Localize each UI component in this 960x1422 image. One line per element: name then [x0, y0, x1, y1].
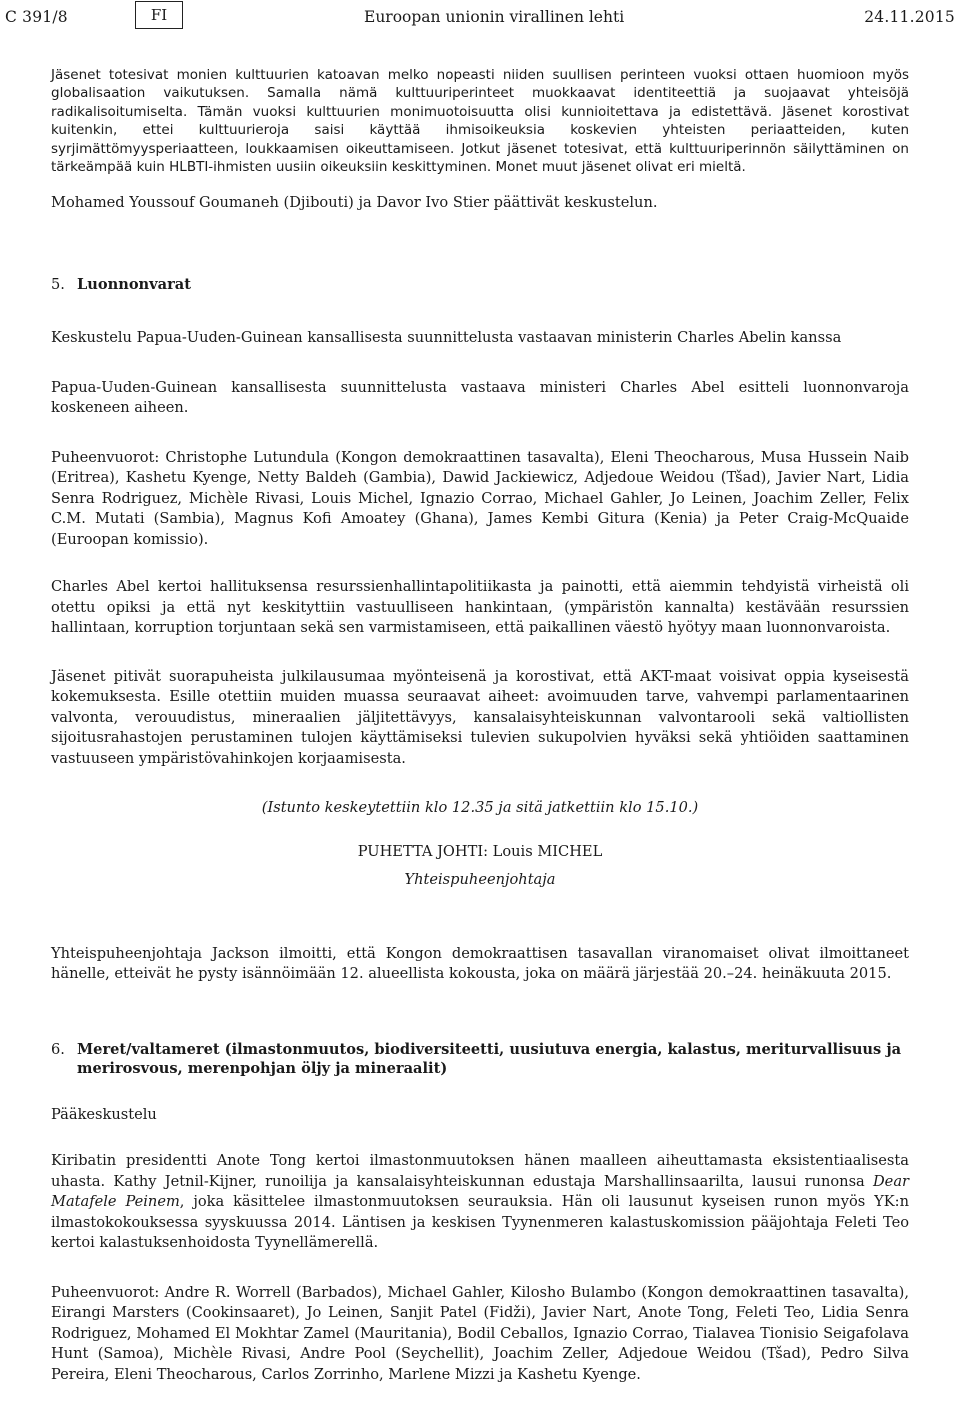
section-title: Luonnonvarat	[77, 275, 191, 293]
document-body	[51, 66, 909, 1385]
section-title: Meret/valtameret (ilmastonmuutos, biodiversiteetti, uusiutuva energia, kalastus, meriturvallisuus ja merirosvous, merenpohjan öljy ja mineraalit)	[77, 1040, 902, 1078]
paragraph-speakers: Puheenvuorot: Christophe Lutundula (Kongon demokraattinen tasavalta), Eleni Theocharous, Musa Hussein Naib (Eritrea), Kashetu Kyenge, Netty Baldeh (Gambia), Dawid Jackiewicz, Adjedoue Weidou (Tšad), Javier Nart, Lidia Senra Rodriguez, Michèle Rivasi, Louis Michel, Ignazio Corrao, Michael Gahler, Jo Leinen, Joachim Zeller, Felix C.M. Mutati (Sambia), Magnus Kofi Amoatey (Ghana), James Kembi Gitura (Kenia) ja Peter Craig-McQuaide (Euroopan komissio).	[51, 448, 909, 548]
poem-title: Dear Matafele Peinem	[51, 1172, 909, 1211]
paragraph-co-chair-announcement: Yhteispuheenjohtaja Jackson ilmoitti, että Kongon demokraattisen tasavallan viranomaiset olivat ilmoittaneet hänelle, etteivät he pysty isännöimään 12. alueellista kokousta, joka on määrä järjestää 20.–24. heinäkuuta 2015.	[51, 944, 909, 983]
language-badge: FI	[135, 1, 183, 29]
session-suspension: (Istunto keskeytettiin klo 12.35 ja sitä jatkettiin klo 15.10.)	[261, 799, 699, 817]
section-number: 5.	[51, 275, 65, 293]
paragraph-discussion-topic: Keskustelu Papua-Uuden-Guinean kansallisesta suunnittelusta vastaavan ministerin Charles Abelin kanssa	[51, 329, 842, 347]
paragraph-discussion-closed: Mohamed Youssouf Goumaneh (Djibouti) ja Davor Ivo Stier päättivät keskustelun.	[51, 194, 658, 212]
paragraph-main-debate: Pääkeskustelu	[51, 1105, 157, 1123]
paragraph-abel-policy: Charles Abel kertoi hallituksensa resurssienhallintapolitiikasta ja painotti, että aiemmin tehdyistä virheistä oli otettu opiksi ja että nyt keskityttiin vastuulliseen hankintaan, (ympäristön kannalta) kestävään resurssien hallintaan, korruption torjuntaan sekä sen varmistamiseen, että paikallinen väestö hyötyy maan luonnonvaroista.	[51, 578, 909, 637]
paragraph-members-response: Jäsenet pitivät suorapuheista julkilausumaa myönteisenä ja korostivat, että AKT-maat voisivat oppia kyseisestä kokemuksesta. Esille otettiin muiden muassa seuraavat aiheet: avoimuuden tarve, vahvempi parlamentaarinen valvonta, verouudistus, mineraalien jäljitettävyys, kansalaisyhteiskunnan valvontarooli sekä valtiollisten sijoitusrahastojen perustaminen tulojen käyttämiseksi tulevien sukupolvien hyväksi sekä yhtiöiden saattaminen vastuuseen ympäristövahinkojen korjaamisesta.	[51, 667, 909, 767]
paragraph-minister-intro: Papua-Uuden-Guinean kansallisesta suunnittelusta vastaava ministeri Charles Abel esitteli luonnonvaroja koskeneen aiheen.	[51, 378, 909, 417]
section-heading-5	[51, 275, 909, 295]
paragraph-speakers-2: Puheenvuorot: Andre R. Worrell (Barbados), Michael Gahler, Kilosho Bulambo (Kongon demokraattinen tasavalta), Eirangi Marsters (Cookinsaaret), Jo Leinen, Sanjit Patel (Fidži), Javier Nart, Anote Tong, Feleti Teo, Lidia Senra Rodriguez, Mohamed El Mokhtar Zamel (Mauritania), Bodil Ceballos, Ignazio Corrao, Tialavea Tionisio Seigafolava Hunt (Samoa), Michèle Rivasi, Andre Pool (Seychellit), Joachim Zeller, Adjedoue Weidou (Tšad), Pedro Silva Pereira, Eleni Theocharous, Carlos Zorrinho, Marlene Mizzi ja Kashetu Kyenge.	[51, 1283, 909, 1383]
publication-date: 24.11.2015	[864, 8, 955, 26]
text-run: Kiribatin presidentti Anote Tong kertoi ilmastonmuutoksen hänen maalleen aiheuttamasta eksistentiaalisesta uhasta. Kathy Jetnil-Kijner, runoilija ja kansalaisyhteiskunnan edustaja Marshallinsaarilta, lausui runonsa	[51, 1152, 909, 1190]
section-heading-6	[51, 1040, 909, 1079]
chair-role: Yhteispuheenjohtaja	[404, 871, 556, 889]
chair-label: PUHETTA JOHTI: Louis MICHEL	[357, 842, 603, 860]
journal-title: Euroopan unionin virallinen lehti	[364, 8, 625, 26]
section-number: 6.	[51, 1040, 65, 1058]
paragraph-kiribati	[51, 1151, 909, 1254]
paragraph-cultures: Jäsenet totesivat monien kulttuurien katoavan melko nopeasti niiden suullisen perinteen vuoksi ottaen huomioon myös globalisaation vaikutuksen. Samalla nämä kulttuuriperinteet muokkaavat identiteettiä ja suojaavat yhteisöjä radikalisoitumiselta. Tämän vuoksi kulttuurien monimuotoisuutta olisi kunnioitettava ja edistettävä. Jäsenet korostivat kuitenkin, ettei kulttuurieroja saisi käyttää ihmisoikeuksia koskevien yhteisten periaatteiden, kuten syrjimättömyysperiaatteen, loukkaamisen oikeuttamiseen. Jotkut jäsenet totesivat, että kulttuuriperinnön säilyttäminen on tärkeämpää kuin HLBTI-ihmisten uusiin oikeuksiin keskittyminen. Monet muut jäsenet olivat eri mieltä.	[51, 67, 909, 176]
page-reference: C 391/8	[5, 8, 68, 26]
text-run: , joka käsittelee ilmastonmuutoksen seurauksia. Hän oli lausunut kyseisen runon myös YK:n ilmastokokouksessa syyskuussa 2014. Läntisen ja keskisen Tyynenmeren kalastuskomission pääjohtaja Feleti Teo kertoi kalastuksenhoidosta Tyynellämerellä.	[51, 1193, 909, 1252]
page-header	[0, 0, 960, 36]
